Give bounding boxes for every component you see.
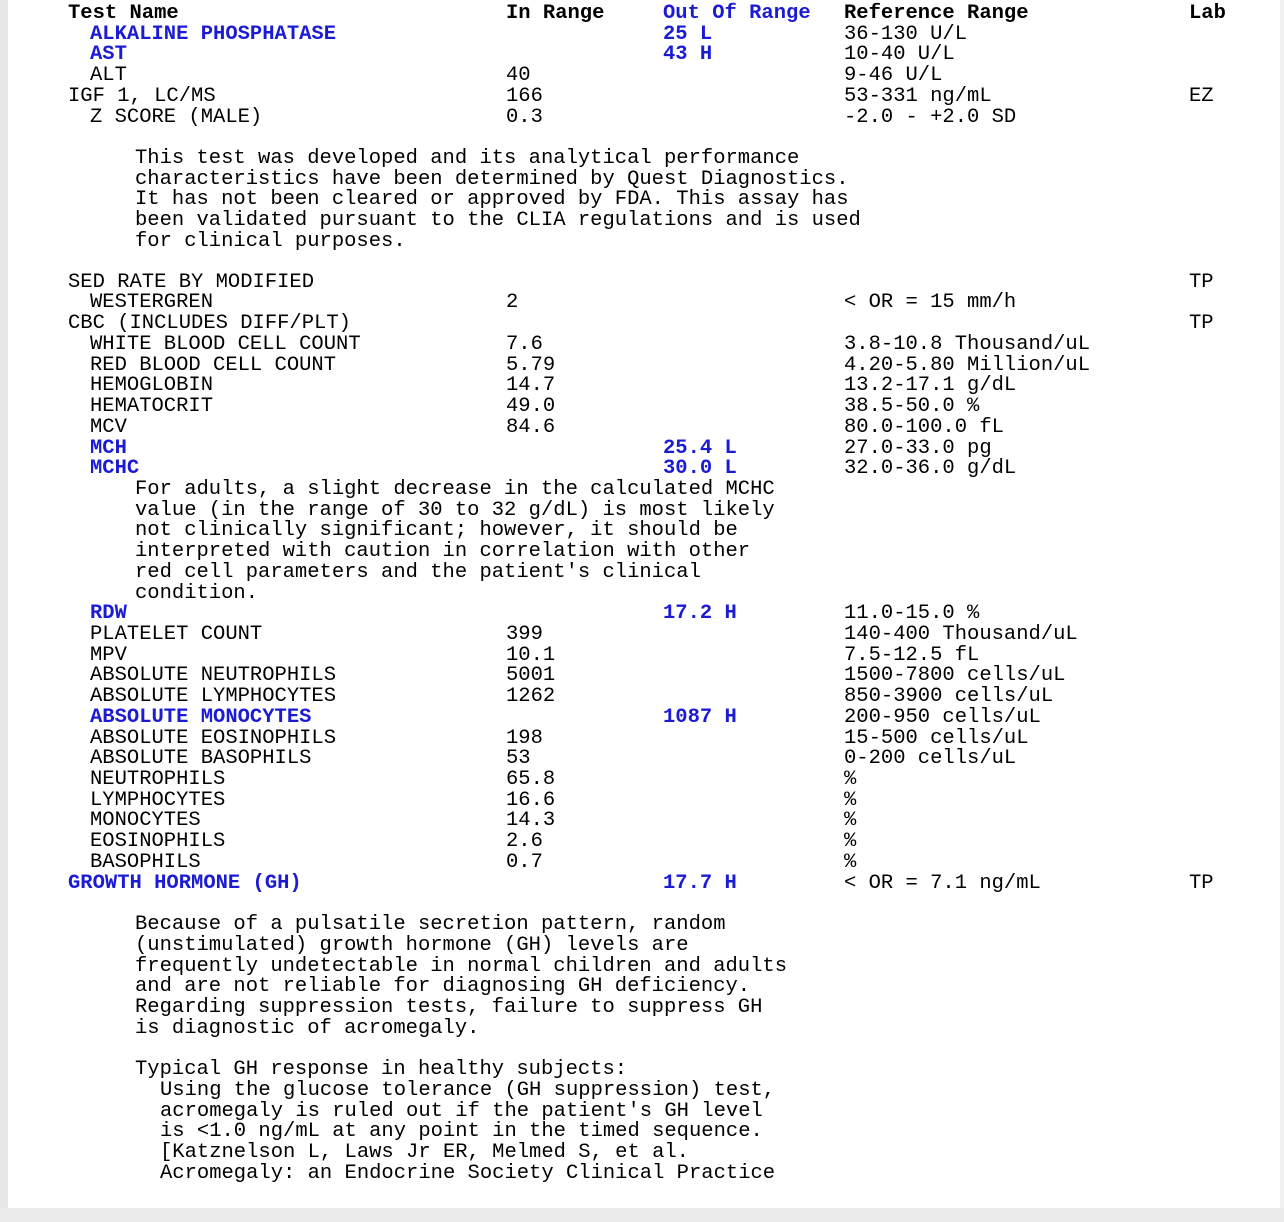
reference-range: 9-46 U/L <box>844 64 943 87</box>
test-name: MCHC <box>90 457 140 480</box>
lab-code: TP <box>1189 872 1214 895</box>
in-range-value: 5.79 <box>506 354 556 377</box>
gh-note-line: Because of a pulsatile secretion pattern, random <box>135 913 726 936</box>
reference-range: 4.20-5.80 Million/uL <box>844 354 1091 377</box>
in-range-value: 14.7 <box>506 374 556 397</box>
in-range-value: 399 <box>506 623 543 646</box>
test-name: IGF 1, LC/MS <box>68 85 216 108</box>
gh-note-line: Regarding suppression tests, failure to suppress GH <box>135 996 763 1019</box>
table-row <box>0 645 1284 666</box>
table-row <box>0 107 1284 128</box>
test-name: ABSOLUTE LYMPHOCYTES <box>90 685 337 708</box>
table-row <box>0 665 1284 686</box>
in-range-value: 16.6 <box>506 789 556 812</box>
igf-note-line: for clinical purposes. <box>135 230 406 253</box>
header-in-range: In Range <box>506 2 605 25</box>
gh-note-line: (unstimulated) growth hormone (GH) levels are <box>135 934 689 957</box>
lab-code: TP <box>1189 312 1214 335</box>
table-row <box>0 686 1284 707</box>
page-bottom-edge <box>0 1208 1284 1222</box>
in-range-value: 2.6 <box>506 830 543 853</box>
lab-code: EZ <box>1189 85 1214 108</box>
in-range-value: 2 <box>506 291 519 314</box>
out-of-range-value: 25.4 L <box>663 437 737 460</box>
test-name: MPV <box>90 644 127 667</box>
test-name: ABSOLUTE NEUTROPHILS <box>90 664 337 687</box>
out-of-range-value: 17.2 H <box>663 602 737 625</box>
reference-range: 10-40 U/L <box>844 43 955 66</box>
header-out-of-range: Out Of Range <box>663 2 811 25</box>
table-row <box>0 790 1284 811</box>
out-of-range-value: 25 L <box>663 23 713 46</box>
in-range-value: 166 <box>506 85 543 108</box>
reference-range: < OR = 7.1 ng/mL <box>844 872 1041 895</box>
table-row <box>0 852 1284 873</box>
igf-note-line: been validated pursuant to the CLIA regulations and is used <box>135 209 861 232</box>
test-name: MONOCYTES <box>90 809 201 832</box>
test-name: AST <box>90 43 127 66</box>
table-header <box>0 3 1284 24</box>
in-range-value: 53 <box>506 747 531 770</box>
mchc-note-line: red cell parameters and the patient's clinical <box>135 561 701 584</box>
reference-range: 7.5-12.5 fL <box>844 644 980 667</box>
test-name: WHITE BLOOD CELL COUNT <box>90 333 361 356</box>
table-row <box>0 272 1284 293</box>
gh-typical-line: acromegaly is ruled out if the patient's GH level <box>160 1100 763 1123</box>
reference-range: 13.2-17.1 g/dL <box>844 374 1017 397</box>
reference-range: 27.0-33.0 pg <box>844 437 992 460</box>
table-row <box>0 458 1284 479</box>
table-row <box>0 65 1284 86</box>
reference-range: 3.8-10.8 Thousand/uL <box>844 333 1091 356</box>
in-range-value: 14.3 <box>506 809 556 832</box>
header-test-name: Test Name <box>68 2 179 25</box>
table-row <box>0 624 1284 645</box>
test-name: RED BLOOD CELL COUNT <box>90 354 337 377</box>
table-row <box>0 438 1284 459</box>
table-row <box>0 375 1284 396</box>
reference-range: 53-331 ng/mL <box>844 85 992 108</box>
test-name: Z SCORE (MALE) <box>90 106 263 129</box>
reference-range: % <box>844 768 857 791</box>
gh-typical-line: [Katznelson L, Laws Jr ER, Melmed S, et al. <box>160 1141 689 1164</box>
table-row <box>0 728 1284 749</box>
mchc-note-line: condition. <box>135 582 259 605</box>
gh-typical-title: Typical GH response in healthy subjects: <box>135 1058 628 1081</box>
table-row <box>0 831 1284 852</box>
gh-note-line: is diagnostic of acromegaly. <box>135 1017 480 1040</box>
in-range-value: 0.3 <box>506 106 543 129</box>
test-name: ABSOLUTE BASOPHILS <box>90 747 312 770</box>
in-range-value: 5001 <box>506 664 556 687</box>
reference-range: % <box>844 789 857 812</box>
reference-range: 15-500 cells/uL <box>844 727 1029 750</box>
reference-range: % <box>844 851 857 874</box>
gh-typical-line: Acromegaly: an Endocrine Society Clinical Practice <box>160 1162 776 1185</box>
test-name: BASOPHILS <box>90 851 201 874</box>
table-row <box>0 417 1284 438</box>
reference-range: 140-400 Thousand/uL <box>844 623 1078 646</box>
table-row <box>0 748 1284 769</box>
reference-range: 32.0-36.0 g/dL <box>844 457 1017 480</box>
in-range-value: 0.7 <box>506 851 543 874</box>
reference-range: % <box>844 830 857 853</box>
lab-code: TP <box>1189 271 1214 294</box>
test-name: ABSOLUTE EOSINOPHILS <box>90 727 337 750</box>
reference-range: % <box>844 809 857 832</box>
table-row <box>0 44 1284 65</box>
test-name: ABSOLUTE MONOCYTES <box>90 706 312 729</box>
header-reference-range: Reference Range <box>844 2 1029 25</box>
igf-note-line: characteristics have been determined by Quest Diagnostics. <box>135 168 849 191</box>
in-range-value: 198 <box>506 727 543 750</box>
test-name: WESTERGREN <box>90 291 214 314</box>
gh-typical-line: Using the glucose tolerance (GH suppression) test, <box>160 1079 776 1102</box>
test-name: PLATELET COUNT <box>90 623 263 646</box>
test-name: GROWTH HORMONE (GH) <box>68 872 302 895</box>
test-name: HEMOGLOBIN <box>90 374 214 397</box>
test-name: EOSINOPHILS <box>90 830 226 853</box>
table-row <box>0 24 1284 45</box>
reference-range: 1500-7800 cells/uL <box>844 664 1066 687</box>
header-lab: Lab <box>1189 2 1226 25</box>
in-range-value: 1262 <box>506 685 556 708</box>
table-row <box>0 603 1284 624</box>
test-name: MCH <box>90 437 127 460</box>
out-of-range-value: 43 H <box>663 43 713 66</box>
table-row <box>0 292 1284 313</box>
out-of-range-value: 17.7 H <box>663 872 737 895</box>
table-row <box>0 873 1284 894</box>
table-row <box>0 707 1284 728</box>
reference-range: < OR = 15 mm/h <box>844 291 1017 314</box>
out-of-range-value: 30.0 L <box>663 457 737 480</box>
in-range-value: 84.6 <box>506 416 556 439</box>
gh-note-line: and are not reliable for diagnosing GH deficiency. <box>135 975 751 998</box>
reference-range: 36-130 U/L <box>844 23 968 46</box>
gh-note-line: frequently undetectable in normal children and adults <box>135 955 788 978</box>
out-of-range-value: 1087 H <box>663 706 737 729</box>
in-range-value: 65.8 <box>506 768 556 791</box>
reference-range: 38.5-50.0 % <box>844 395 980 418</box>
test-name: SED RATE BY MODIFIED <box>68 271 315 294</box>
reference-range: -2.0 - +2.0 SD <box>844 106 1017 129</box>
reference-range: 850-3900 cells/uL <box>844 685 1054 708</box>
reference-range: 80.0-100.0 fL <box>844 416 1004 439</box>
test-name: NEUTROPHILS <box>90 768 226 791</box>
test-name: HEMATOCRIT <box>90 395 214 418</box>
test-name: RDW <box>90 602 127 625</box>
test-name: ALKALINE PHOSPHATASE <box>90 23 337 46</box>
test-name: CBC (INCLUDES DIFF/PLT) <box>68 312 351 335</box>
table-row <box>0 313 1284 334</box>
table-row <box>0 86 1284 107</box>
mchc-note-line: value (in the range of 30 to 32 g/dL) is most likely <box>135 499 775 522</box>
in-range-value: 7.6 <box>506 333 543 356</box>
table-row <box>0 396 1284 417</box>
mchc-note-line: interpreted with caution in correlation with other <box>135 540 751 563</box>
igf-note-line: This test was developed and its analytical performance <box>135 147 800 170</box>
in-range-value: 49.0 <box>506 395 556 418</box>
test-name: LYMPHOCYTES <box>90 789 226 812</box>
table-row <box>0 334 1284 355</box>
test-name: ALT <box>90 64 127 87</box>
table-row <box>0 810 1284 831</box>
reference-range: 0-200 cells/uL <box>844 747 1017 770</box>
table-row <box>0 769 1284 790</box>
gh-typical-line: is <1.0 ng/mL at any point in the timed sequence. <box>160 1120 763 1143</box>
table-row <box>0 355 1284 376</box>
mchc-note-line: For adults, a slight decrease in the calculated MCHC <box>135 478 775 501</box>
in-range-value: 10.1 <box>506 644 556 667</box>
reference-range: 200-950 cells/uL <box>844 706 1041 729</box>
mchc-note-line: not clinically significant; however, it should be <box>135 519 738 542</box>
reference-range: 11.0-15.0 % <box>844 602 980 625</box>
in-range-value: 40 <box>506 64 531 87</box>
test-name: MCV <box>90 416 127 439</box>
igf-note-line: It has not been cleared or approved by FDA. This assay has <box>135 188 849 211</box>
